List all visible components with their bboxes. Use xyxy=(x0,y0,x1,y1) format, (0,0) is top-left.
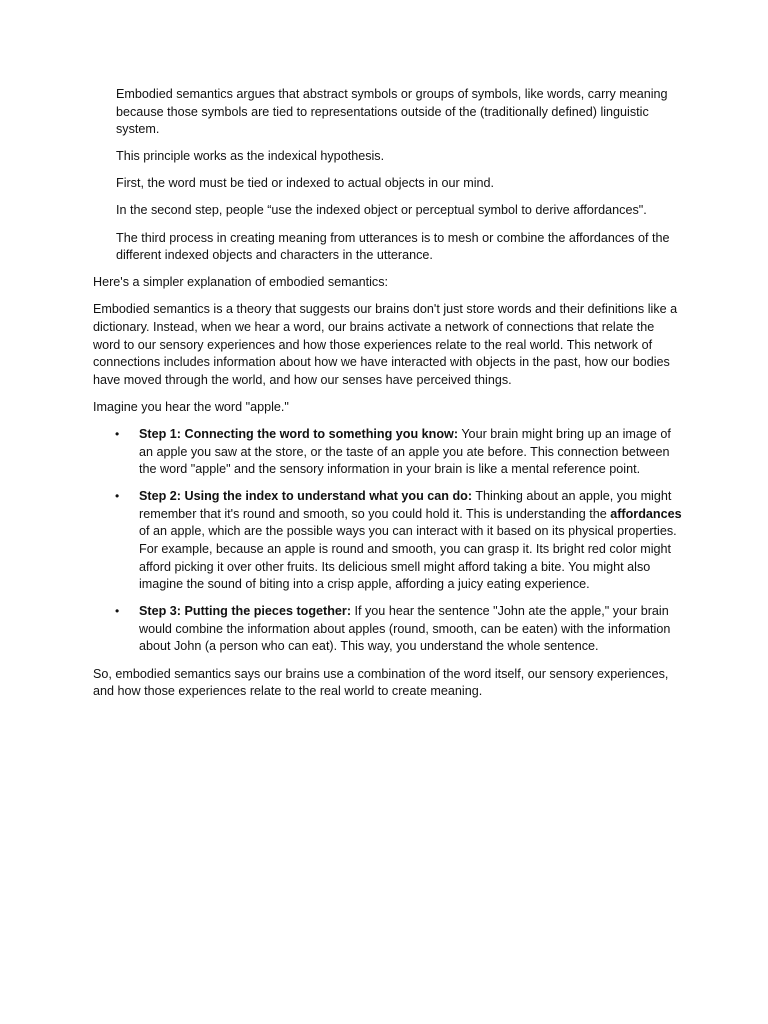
list-item-step-2 xyxy=(93,488,683,594)
paragraph-imagine: Imagine you hear the word "apple." xyxy=(93,399,289,414)
step-text: of an apple, which are the possible ways you can interact with it based on its physical properties. For example, because an apple is round and smooth, you can grasp it. Its bright red color might afford picking it over other fruits. Its delicious smell might afford taking a bite. You might also imagine the sound of biting into a crisp apple, affording a juicy eating experience. xyxy=(139,524,677,592)
bullet-icon: • xyxy=(115,426,120,441)
step-text: Your brain might bring up an image of an apple you saw at the store, or the taste of an apple you ate before. This connection between the word "apple" and the sensory information in your brain is like a mental reference point. xyxy=(139,426,671,477)
steps-list xyxy=(93,426,683,656)
list-item-step-1 xyxy=(93,426,683,479)
step-heading: Step 1: Connecting the word to something you know: xyxy=(139,426,459,441)
step-heading: Step 2: Using the index to understand what you can do: xyxy=(139,489,473,504)
paragraph-embodied-definition: Embodied semantics argues that abstract symbols or groups of symbols, like words, carry meaning because those symbols are tied to representations outside of the (traditionally defined) linguistic system. xyxy=(116,87,668,137)
step-emphasis: affordances xyxy=(610,506,682,521)
bullet-icon: • xyxy=(115,489,120,504)
step-text: If you hear the sentence "John ate the apple," your brain would combine the information about apples (round, smooth, can be eaten) with the information about John (a person who can eat). This way, you understand the whole sentence. xyxy=(139,604,671,654)
document-body xyxy=(93,86,683,710)
paragraph-explanation: Embodied semantics is a theory that suggests our brains don't just store words and their definitions like a dictionary. Instead, when we hear a word, our brains activate a network of connections that relate the word to our sensory experiences and how those experiences relate to the real world. This network of connections includes information about how we have interacted with objects in the past, how our bodies have moved through the world, and how our senses have perceived things. xyxy=(93,302,678,387)
paragraph-second-step: In the second step, people “use the indexed object or perceptual symbol to derive affordances". xyxy=(116,203,647,218)
step-text: Thinking about an apple, you might remember that it's round and smooth, so you could hold it. This is understanding the xyxy=(139,489,672,521)
bullet-icon: • xyxy=(115,604,120,619)
list-item-step-3 xyxy=(93,603,683,656)
paragraph-conclusion: So, embodied semantics says our brains use a combination of the word itself, our sensory experiences, and how those experiences relate to the real world to create meaning. xyxy=(93,666,669,699)
step-heading: Step 3: Putting the pieces together: xyxy=(139,604,352,619)
paragraph-simpler-intro: Here's a simpler explanation of embodied semantics: xyxy=(93,275,389,290)
paragraph-first-step: First, the word must be tied or indexed to actual objects in our mind. xyxy=(116,176,494,191)
paragraph-third-step: The third process in creating meaning from utterances is to mesh or combine the affordances of the different indexed objects and characters in the utterance. xyxy=(116,230,670,263)
paragraph-indexical-hypothesis: This principle works as the indexical hypothesis. xyxy=(116,149,385,164)
